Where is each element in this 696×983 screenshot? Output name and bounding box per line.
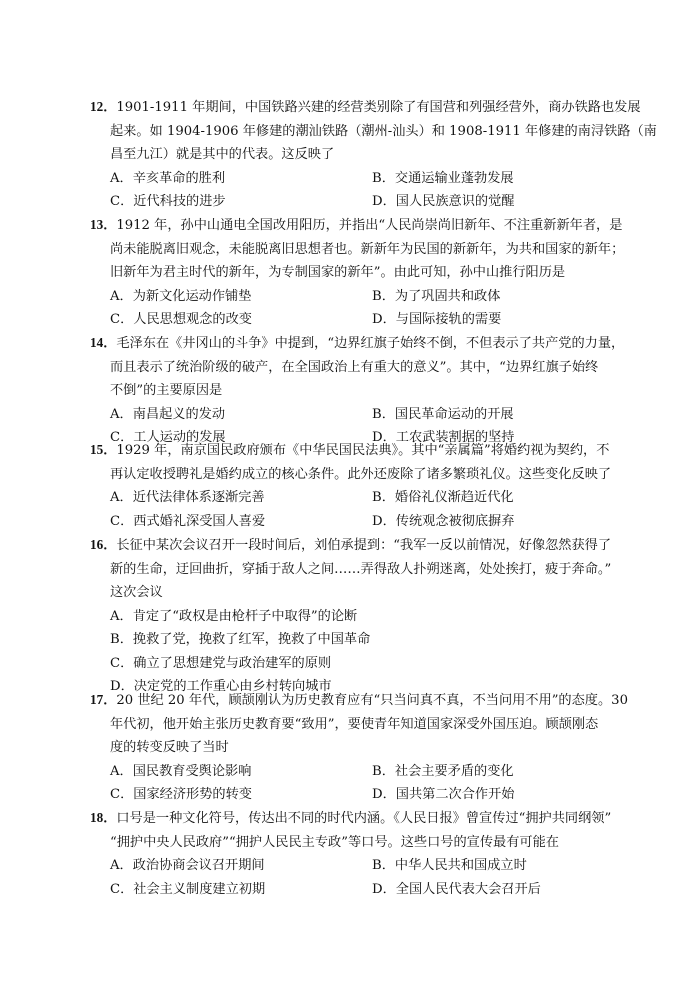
option-d: D．传统观念被彻底摒弃 bbox=[372, 513, 515, 529]
option-row bbox=[90, 854, 650, 878]
option-row bbox=[90, 486, 650, 510]
option-b: B．社会主要矛盾的变化 bbox=[372, 763, 514, 779]
question-stem-text: 新的生命，迂回曲折，穿插于敌人之间……弄得敌人扑朔迷离，处处挨打，疲于奔命。” bbox=[110, 561, 612, 577]
question-stem-text: 而且表示了统治阶级的破产，在全国政治上有重大的意义”。其中，“边界红旗子始终 bbox=[110, 359, 599, 375]
option-d: D．国共第二次合作开始 bbox=[372, 787, 515, 802]
question-17 bbox=[90, 688, 650, 807]
option-a: A．南昌起义的发动 bbox=[110, 406, 226, 422]
option-c: C．人民思想观念的改变 bbox=[110, 312, 252, 327]
question-stem-text: 长征中某次会议召开一段时间后，刘伯承提到：“我军一反以前情况，好像忽然获得了 bbox=[116, 538, 612, 553]
question-number: 15． bbox=[90, 442, 117, 457]
question-stem-text: 毛泽东在《井冈山的斗争》中提到，“边界红旗子始终不倒，不但表示了共产党的力量， bbox=[116, 336, 625, 351]
option-row bbox=[90, 878, 650, 902]
question-stem-line bbox=[90, 831, 650, 855]
question-15 bbox=[90, 438, 650, 533]
option-c: C．国家经济形势的转变 bbox=[110, 787, 252, 802]
option-a: A．国民教育受舆论影响 bbox=[110, 763, 252, 779]
question-number: 12． bbox=[90, 99, 117, 114]
option-b: B．挽救了党，挽救了红军，挽救了中国革命 bbox=[110, 632, 371, 647]
question-18 bbox=[90, 806, 650, 901]
option-row bbox=[90, 605, 650, 629]
option-c: C．社会主义制度建立初期 bbox=[110, 881, 266, 897]
question-stem-text: 年代初，他开始主张历史教育要“致用”，要使青年知道国家深受外国压迫。顾颉刚态 bbox=[110, 716, 599, 732]
option-c: C．近代科技的进步 bbox=[110, 194, 226, 209]
option-row bbox=[90, 628, 650, 652]
option-d: D．全国人民代表大会召开后 bbox=[372, 881, 541, 897]
option-a: A．政治协商会议召开期间 bbox=[110, 858, 265, 873]
question-number: 16． bbox=[90, 537, 117, 552]
question-stem-text: 这次会议 bbox=[110, 585, 163, 600]
option-b: B．中华人民共和国成立时 bbox=[372, 858, 527, 873]
question-stem-line bbox=[90, 713, 650, 737]
option-d: D．工农武装割据的坚持 bbox=[372, 430, 515, 445]
question-stem-text: 昌至九江）就是其中的代表。这反映了 bbox=[110, 147, 335, 162]
question-stem-text: “拥护中央人民政府”“拥护人民民主专政”等口号。这些口号的宣传最有可能在 bbox=[110, 834, 559, 850]
question-stem-text: 起来。如 1904-1906 年修建的潮汕铁路（潮州-汕头）和 1908-1911 年修建的南浔铁路（南 bbox=[110, 123, 657, 139]
question-stem-line bbox=[90, 261, 650, 285]
option-a: A．近代法律体系逐渐完善 bbox=[110, 490, 265, 505]
question-stem-text: 尚未能脱离旧观念，未能脱离旧思想者也。新新年为民国的新新年，为共和国家的新年； bbox=[110, 241, 625, 257]
option-b: B．交通运输业蓬勃发展 bbox=[372, 170, 514, 186]
option-c: C．工人运动的发展 bbox=[110, 430, 226, 445]
option-a: A．辛亥革命的胜利 bbox=[110, 170, 226, 186]
question-stem-line bbox=[90, 688, 650, 713]
question-number: 18． bbox=[90, 810, 117, 825]
question-stem-text: 再认定收授聘礼是婚约成立的核心条件。此外还废除了诸多繁琐礼仪。这些变化反映了 bbox=[110, 466, 612, 482]
question-stem-text: 1929 年，南京国民政府颁布《中华民国民法典》。其中“亲属篇”将婚约视为契约，不 bbox=[116, 443, 610, 458]
question-stem-line bbox=[90, 379, 650, 403]
question-stem-text: 20 世纪 20 年代，顾颉刚认为历史教育应有“只当问真不真，不当问用不用”的态度。30 bbox=[116, 693, 628, 708]
option-row bbox=[90, 190, 650, 214]
option-a: A．肯定了“政权是由枪杆子中取得”的论断 bbox=[110, 608, 358, 624]
option-row bbox=[90, 403, 650, 427]
question-number: 13． bbox=[90, 217, 117, 232]
question-12 bbox=[90, 95, 657, 214]
question-stem-text: 口号是一种文化符号，传达出不同的时代内涵。《人民日报》曾宣传过“拥护共同纲领” bbox=[116, 811, 612, 826]
question-stem-line bbox=[90, 356, 650, 380]
option-b: B．为了巩固共和政体 bbox=[372, 288, 501, 304]
option-d: D．与国际接轨的需要 bbox=[372, 312, 502, 327]
question-stem-line bbox=[90, 558, 650, 582]
option-row bbox=[90, 167, 650, 191]
question-stem-text: 1912 年，孙中山通电全国改用阳历，并指出“人民尚崇尚旧新年、不注重新新年者，是 bbox=[116, 218, 623, 233]
question-stem-text: 度的转变反映了当时 bbox=[110, 740, 229, 755]
option-b: B．国民革命运动的开展 bbox=[372, 406, 514, 422]
option-c: C．确立了思想建党与政治建军的原则 bbox=[110, 655, 332, 671]
question-stem-line bbox=[90, 95, 650, 120]
option-row bbox=[90, 783, 650, 807]
question-stem-line bbox=[90, 581, 650, 605]
question-stem-line bbox=[90, 213, 650, 238]
option-d: D．决定党的工作重心由乡村转向城市 bbox=[110, 679, 332, 694]
option-b: B．婚俗礼仪渐趋近代化 bbox=[372, 490, 514, 505]
question-number: 14． bbox=[90, 335, 117, 350]
question-stem-text: 不倒”的主要原因是 bbox=[110, 383, 223, 398]
option-row bbox=[90, 510, 650, 534]
question-stem-text: 旧新年为君主时代的新年，为专制国家的新年”。由此可知，孙中山推行阳历是 bbox=[110, 265, 566, 280]
question-stem-line bbox=[90, 806, 650, 831]
question-stem-line bbox=[90, 331, 650, 356]
question-stem-line bbox=[90, 463, 650, 487]
question-stem-line bbox=[90, 533, 650, 558]
question-stem-line bbox=[90, 438, 650, 463]
question-stem-line bbox=[90, 120, 657, 144]
question-16 bbox=[90, 533, 650, 699]
option-d: D．国人民族意识的觉醒 bbox=[372, 194, 515, 209]
question-14 bbox=[90, 331, 650, 450]
question-stem-line bbox=[90, 143, 650, 167]
option-row bbox=[90, 285, 650, 309]
option-row bbox=[90, 760, 650, 784]
question-13 bbox=[90, 213, 650, 332]
option-row bbox=[90, 652, 650, 676]
question-stem-text: 1901-1911 年期间，中国铁路兴建的经营类别除了有国营和列强经营外，商办铁路也发展 bbox=[116, 100, 641, 115]
question-number: 17． bbox=[90, 692, 117, 707]
question-stem-line bbox=[90, 736, 650, 760]
option-a: A．为新文化运动作铺垫 bbox=[110, 288, 252, 304]
question-stem-line bbox=[90, 238, 650, 262]
option-row bbox=[90, 308, 650, 332]
option-c: C．西式婚礼深受国人喜爱 bbox=[110, 513, 266, 529]
